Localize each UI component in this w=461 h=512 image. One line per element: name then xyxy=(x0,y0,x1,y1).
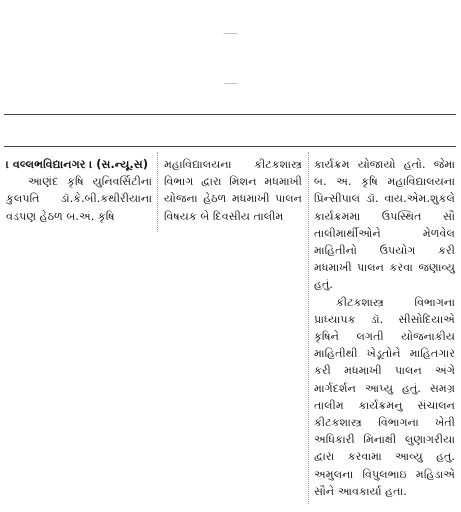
column-2 xyxy=(164,156,302,225)
divider-bottom xyxy=(4,146,456,147)
dateline: । વલ્લભવિદ્યાનગર । (સ.ન્યૂ.સ) xyxy=(6,158,148,171)
column-3-paragraph-1: કાર્યક્રમ યોજાયો હતો. જેમા બ. અ. કૃષિ મહાવિદ્યાલયના પ્રિન્સીપાલ ડૉ. વાય.એમ.શુકલે કાર્યક્રમમા ઉપસ્થિત સૌ તાલીમાર્થીઓને મેળવેલ માહિતીનો ઉપયોગ કરી મધમાખી પાલન કરવા જણાવ્યુ હતું. xyxy=(314,158,455,292)
divider-top xyxy=(4,114,456,115)
column-1 xyxy=(6,156,152,225)
column-separator-2 xyxy=(308,152,309,504)
column-3 xyxy=(314,156,455,500)
column-2-paragraph: મહાવિદ્યાલયના કીટકશાસ્ત્ર વિભાગ દ્વારા મિશન મધમાખી યોજના હેઠળ મધમાખી પાલન વિષયક બે દિવસીય તાલીમ xyxy=(164,158,302,223)
subheadline xyxy=(0,118,461,138)
column-3-paragraph-2: કીટકશાસ્ત્ર વિભાગના પ્રાધ્યાપક ડૉ. સીસોદિયાએ કૃષિને લગતી યોજનાકીય માહિતીથી ખેડૂતોને માહિતગાર કરી મધમાખી પાલન અંગે માર્ગદર્શન આપ્યુ હતું. સમગ્ર તાલીમ કાર્યક્રમનુ સંચાલન કીટકશાસ્ત્ર વિભાગના ખેતી અધિકારી મિનાક્ષી લુણાગરીયા દ્વારા કરવામા આવ્યુ હતુ. અમુલના વિપુલભાઇ મહિડાએ સૌને આવકાર્યા હતા. xyxy=(314,295,455,498)
headline-line-1: આણંદ ખાતે મિશન મધમાખી હેઠળ xyxy=(223,34,238,35)
headline-line-2: મધમાખી પાલન તાલીમ યોજાઇ xyxy=(224,84,237,85)
column-1-paragraph: આણંદ કૃષિ યુનિવર્સિટીના કુલપતિ ડૉ.કે.બી.કથીરીયાના વડપણ હેઠળ બ.અં. કૃષિ xyxy=(6,175,152,223)
column-separator-1 xyxy=(157,152,158,232)
